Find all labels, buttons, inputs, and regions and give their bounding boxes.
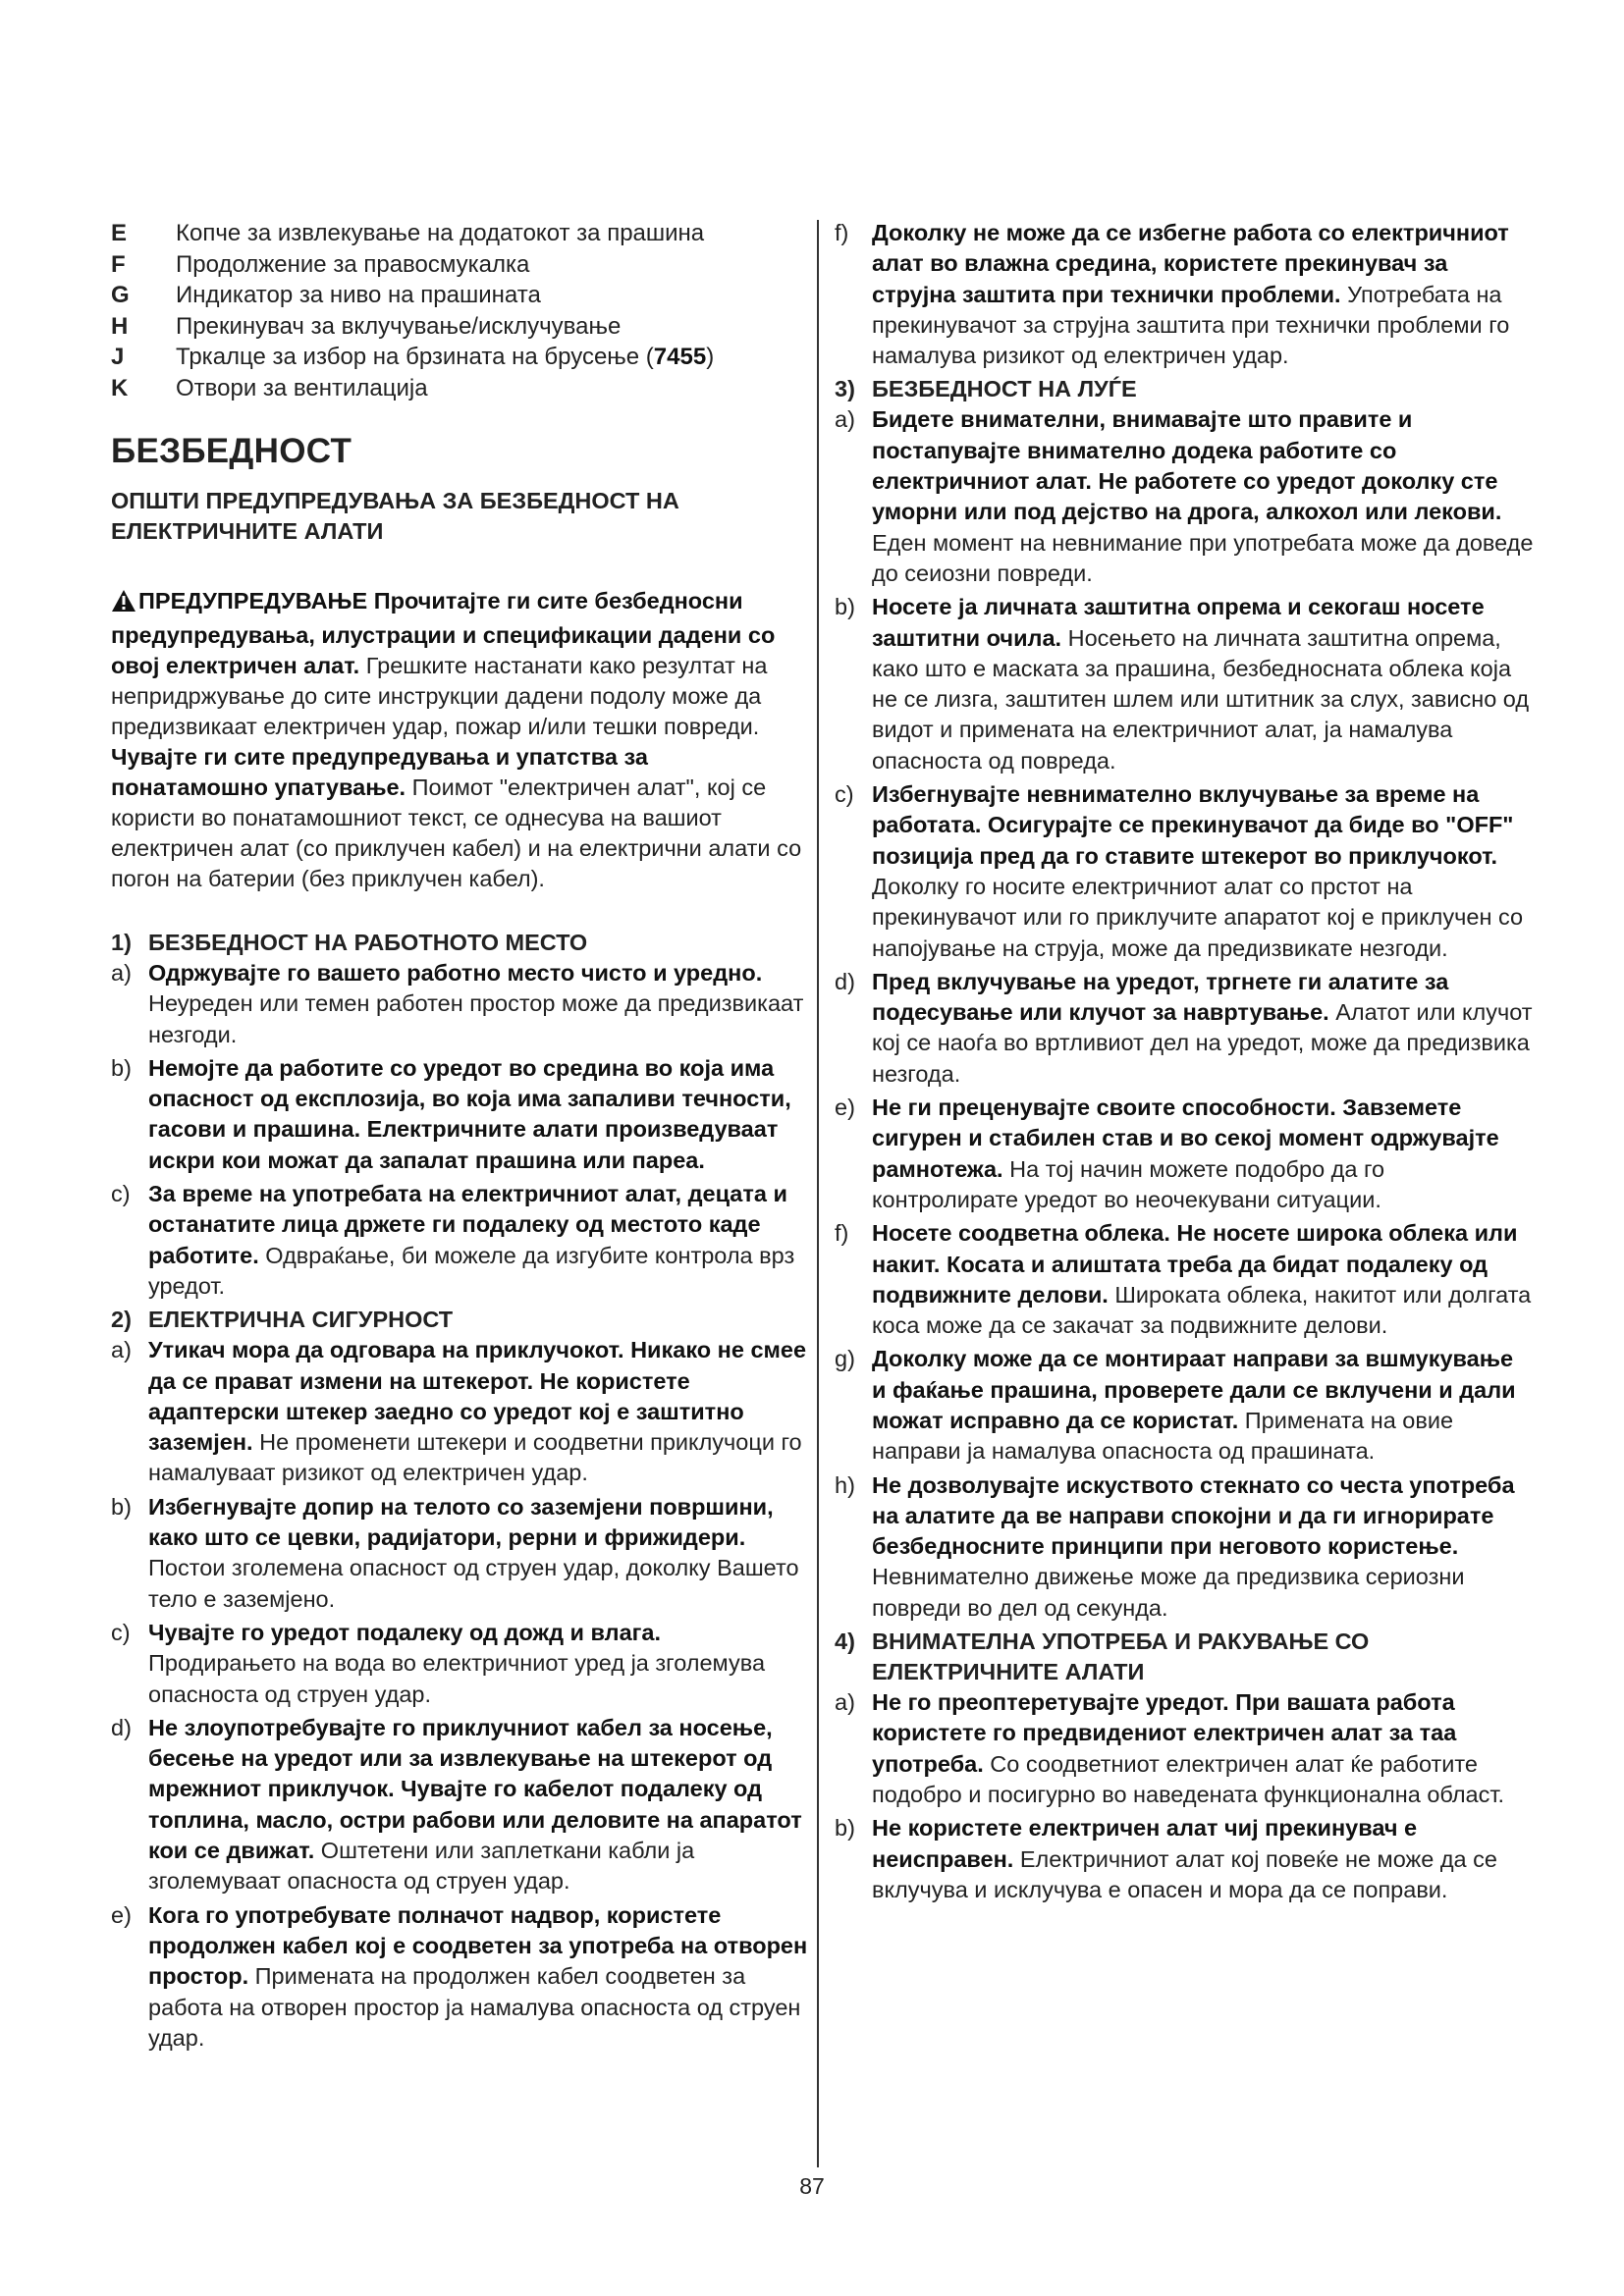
legend-letter: H	[111, 312, 129, 340]
item-letter: d)	[835, 968, 855, 994]
section-title: БЕЗБЕДНОСТ НА РАБОТНОТО МЕСТО	[148, 930, 588, 955]
body-text: Носењето на личната заштитна опрема, како што е маската за прашина, безбедносната облека која не се лизга, заштитен шлем или штитник за слух, зависно од видот и примената на електричниот алат, ја намалува опасноста од повреда.	[872, 624, 1530, 774]
legend-row	[111, 342, 808, 373]
left-column	[111, 218, 808, 2056]
item-text	[148, 1618, 808, 1710]
item-text	[872, 1470, 1534, 1624]
item-text	[872, 1093, 1534, 1215]
item-letter: c)	[111, 1181, 131, 1207]
legend-letter: E	[111, 220, 128, 246]
legend-text: Прекинувач за вклучување/исклучување	[176, 312, 622, 340]
legend-text: Продолжение за правосмукалка	[176, 250, 530, 278]
page-number: 87	[799, 2173, 825, 2199]
legend-letter: J	[111, 344, 125, 370]
safety-item	[835, 1344, 1534, 1467]
safety-item	[111, 1492, 808, 1615]
item-text	[148, 958, 808, 1050]
body-text: Алатот или клучот кој се наоѓа во вртливиот дел на уредот, може да предизвика незгода.	[872, 999, 1533, 1087]
legend-text: Индикатор за ниво на прашината	[176, 282, 541, 308]
bold-text: Утикач мора да одговара на приклучокот. Никако не смее да се прават измени на штекерот. Не користете адаптерски штекер заедно со уредот кој е заштитно заземјен.	[148, 1337, 807, 1456]
item-letter: c)	[835, 781, 854, 808]
legend-row	[111, 373, 808, 404]
item-letter: g)	[835, 1346, 855, 1372]
legend-letter: F	[111, 250, 126, 278]
item-letter: h)	[835, 1471, 855, 1498]
legend-row	[111, 249, 808, 281]
bold-text: Чувајте го уредот подалеку од дожд и влага.	[148, 1619, 662, 1645]
bold-text: Бидете внимателни, внимавајте што правите и постапувајте внимателно додека работите со електричниот алат. Не работете со уредот доколку сте уморни или под дејство на дрога, алкохол или лекови.	[872, 406, 1502, 525]
warning-text	[111, 588, 801, 891]
section-title: ЕЛЕКТРИЧНА СИГУРНОСТ	[148, 1307, 454, 1333]
body-text: Постои зголемена опасност од струен удар, доколку Вашето тело е заземјено.	[148, 1555, 799, 1612]
item-letter: e)	[111, 1901, 132, 1928]
body-text: Невнимателно движење може да предизвика сериозни повреди во дел од секунда.	[872, 1564, 1465, 1621]
item-text	[872, 1813, 1534, 1905]
section-title: ВНИМАТЕЛНА УПОТРЕБА И РАКУВАЊЕ СО ЕЛЕКТРИЧНИТЕ АЛАТИ	[872, 1629, 1370, 1685]
safety-item	[835, 1687, 1534, 1810]
legend-text: Тркалце за избор на брзината на брусење (7455)	[176, 344, 715, 370]
safety-item	[835, 404, 1534, 589]
bold-text: Носете соодветна облека. Не носете широка облека или накит. Косата и алиштата треба да бидат подалеку од подвижните делови.	[872, 1220, 1518, 1308]
item-letter: a)	[835, 406, 855, 433]
safety-item	[835, 967, 1534, 1090]
bold-text: Избегнувајте допир на телото со заземјени површини, како што се цевки, радијатори, рерни и фрижидери.	[148, 1493, 774, 1551]
bold-text: Доколку не може да се избегне работа со електричниот алат во влажна средина, користете прекинувач за струјна заштита при технички проблеми.	[872, 220, 1509, 307]
bold-text: Доколку може да се монтираат направи за вшмукување и фаќање прашина, проверете дали се вклучени и дали можат исправно да се користат.	[872, 1346, 1516, 1433]
safety-item	[835, 779, 1534, 964]
safety-item	[835, 592, 1534, 776]
body-text: Примената на продолжен кабел соодветен за работа на отворен простор ја намалува опасноста од струен удар.	[148, 1963, 801, 2051]
body-text: На тој начин можете подобро да го контролирате уредот во неочекувани ситуации.	[872, 1155, 1385, 1212]
item-text	[148, 1053, 808, 1176]
section-heading	[111, 928, 808, 958]
item-letter: c)	[111, 1619, 131, 1645]
item-letter: b)	[835, 594, 855, 620]
item-text	[872, 967, 1534, 1090]
safety-item	[111, 958, 808, 1050]
page-title: БЕЗБЕДНОСТ	[111, 432, 352, 470]
body-text: Поимот "електричен алат", кој се користи во понатамошниот текст, се однесува на вашиот електричен алат (со приклучен кабел) и на електрични алати со погон на батерии (без приклучен кабел).	[111, 774, 802, 891]
item-text	[148, 1900, 808, 2054]
section-subtitle: ОПШТИ ПРЕДУПРЕДУВАЊА ЗА БЕЗБЕДНОСТ НА ЕЛЕКТРИЧНИТЕ АЛАТИ	[111, 488, 679, 544]
item-letter: a)	[835, 1689, 855, 1716]
safety-sections-left	[111, 928, 808, 2054]
bold-text: Не ги преценувајте своите способности. Завземете сигурен и стабилен став и во секој момент одржувајте рамнотежа.	[872, 1095, 1499, 1182]
item-text	[872, 1218, 1534, 1341]
item-letter: a)	[111, 960, 132, 986]
legend-model: 7455	[653, 344, 707, 370]
item-text	[148, 1179, 808, 1302]
bold-text: За време на употребата на електричниот алат, децата и останатите лица држете ги подалеку од местото каде работите.	[148, 1181, 787, 1268]
item-letter: a)	[111, 1337, 132, 1363]
body-text: Еден момент на невнимание при употребата може да доведе до сеиозни повреди.	[872, 529, 1534, 586]
body-text: Грешките настанати како резултат на непридржување до сите инструкции дадени подолу може да предизвикаат електричен удар, пожар и/или тешки повреди.	[111, 653, 768, 739]
safety-item	[835, 1093, 1534, 1215]
safety-item	[111, 1618, 808, 1710]
legend-text: Отвори за вентилација	[176, 374, 428, 401]
safety-sections-right	[835, 218, 1534, 1905]
body-text: Неуреден или темен работен простор може да предизвикаат незгоди.	[148, 990, 804, 1047]
component-legend	[111, 218, 808, 403]
bold-text: ПРЕДУПРЕДУВАЊЕ Прочитајте ги сите безбедносни предупредувања, илустрации и спецификации дадени со овој електричен алат.	[111, 588, 776, 678]
bold-text: Одржувајте го вашето работно место чисто и уредно.	[148, 960, 763, 986]
warning-triangle-icon	[111, 589, 136, 620]
item-letter: b)	[111, 1493, 132, 1520]
item-letter: f)	[835, 1220, 849, 1247]
legend-text: Копче за извлекување на додатокот за прашина	[176, 220, 705, 246]
item-letter: b)	[111, 1054, 132, 1081]
section-number: 1)	[111, 930, 132, 955]
body-text: Одвраќање, би можеле да изгубите контрола врз уредот.	[148, 1242, 795, 1299]
section-number: 3)	[835, 376, 855, 402]
item-letter: f)	[835, 220, 849, 245]
item-text	[872, 779, 1534, 964]
section-heading	[835, 374, 1534, 404]
item-text	[872, 592, 1534, 776]
safety-item	[835, 218, 1534, 371]
body-text: Доколку го носите електричниот алат со прстот на прекинувачот или го приклучите апаратот кој е приклучен со напојување на струја, може да предизвикате незгоди.	[872, 873, 1524, 961]
safety-item	[111, 1900, 808, 2054]
safety-item	[111, 1335, 808, 1488]
safety-item	[111, 1179, 808, 1302]
item-letter: e)	[835, 1095, 855, 1121]
body-text: Оштетени или заплеткани кабли ја зголемуваат опасноста од струен удар.	[148, 1838, 695, 1895]
safety-item	[835, 1218, 1534, 1341]
bold-text: Не го преоптеретувајте уредот. При вашата работа користете го предвидениот електричен алат за таа употреба.	[872, 1689, 1457, 1777]
item-text	[872, 404, 1534, 589]
item-text	[148, 1335, 808, 1488]
legend-letter: K	[111, 374, 129, 401]
item-letter: b)	[835, 1815, 855, 1842]
legend-row	[111, 280, 808, 311]
section-number: 4)	[835, 1629, 855, 1655]
body-text: Електричниот алат кој повеќе не може да се вклучува и исклучува е опасен и мора да се поправи.	[872, 1845, 1497, 1902]
item-text	[872, 218, 1534, 371]
legend-letter: G	[111, 282, 130, 308]
safety-item	[835, 1470, 1534, 1624]
safety-item	[111, 1713, 808, 1897]
section-heading	[111, 1305, 808, 1335]
bold-text: Немојте да работите со уредот во средина во која има опасност од експлозија, во која има запаливи течности, гасови и прашина. Електричните алати произведуваат искри кои можат да запалат прашина или пареа.	[148, 1054, 791, 1173]
bold-text: Кога го употребувате полначот надвор, користете продолжен кабел кој е соодветен за употреба на отворен простор.	[148, 1901, 808, 1990]
bold-text: Чувајте ги сите предупредувања и упатства за понатамошно упатување.	[111, 744, 648, 800]
body-text: Употребата на прекинувачот за струјна заштита при технички проблеми го намалува ризикот од електричен удар.	[872, 281, 1510, 369]
warning-paragraph	[111, 586, 808, 894]
section-title: БЕЗБЕДНОСТ НА ЛУЃЕ	[872, 376, 1137, 402]
legend-row	[111, 311, 808, 343]
bold-text: Не дозволувајте искуството стекнато со честа употреба на алатите да ве направи спокојни и да ги игнорирате безбедносните принципи при неговото користење.	[872, 1471, 1515, 1560]
legend-row	[111, 218, 808, 249]
body-text: Не променети штекери и соодветни приклучоци го намалуваат ризикот од електричен удар.	[148, 1429, 802, 1486]
item-text	[148, 1713, 808, 1897]
body-text: Со соодветниот електричен алат ќе работите подобро и посигурно во наведената функционална област.	[872, 1750, 1505, 1807]
item-text	[148, 1492, 808, 1615]
right-column	[835, 218, 1534, 1908]
body-text: Примената на овие направи ја намалува опасноста од прашината.	[872, 1407, 1454, 1465]
section-heading	[835, 1627, 1534, 1687]
item-letter: d)	[111, 1714, 132, 1740]
item-text	[872, 1344, 1534, 1467]
bold-text: Пред вклучување на уредот, тргнете ги алатите за подесување или клучот за навртување.	[872, 968, 1449, 1026]
safety-item	[111, 1053, 808, 1176]
safety-item	[835, 1813, 1534, 1905]
bold-text: Не користете електричен алат чиј прекинувач е неисправен.	[872, 1815, 1418, 1872]
body-text: Продирањето на вода во електричниот уред ја зголемува опасноста од струен удар.	[148, 1650, 766, 1707]
bold-text: Носете ја личната заштитна опрема и секогаш носете заштитни очила.	[872, 594, 1485, 651]
column-divider	[817, 220, 819, 2167]
body-text: Широката облека, накитот или долгата коса може да се закачат за подвижните делови.	[872, 1281, 1532, 1339]
section-number: 2)	[111, 1307, 132, 1333]
bold-text: Избегнувајте невнимателно вклучување за време на работата. Осигурајте се прекинувачот да биде во "OFF" позиција пред да го ставите штекерот во приклучокот.	[872, 781, 1514, 869]
item-text	[872, 1687, 1534, 1810]
bold-text: Не злоупотребувајте го приклучниот кабел за носење, бесење на уредот или за извлекување на штекерот од мрежниот приклучок. Чувајте го кабелот подалеку од топлина, масло, остри рабови или деловите на апаратот кои се движат.	[148, 1714, 802, 1864]
